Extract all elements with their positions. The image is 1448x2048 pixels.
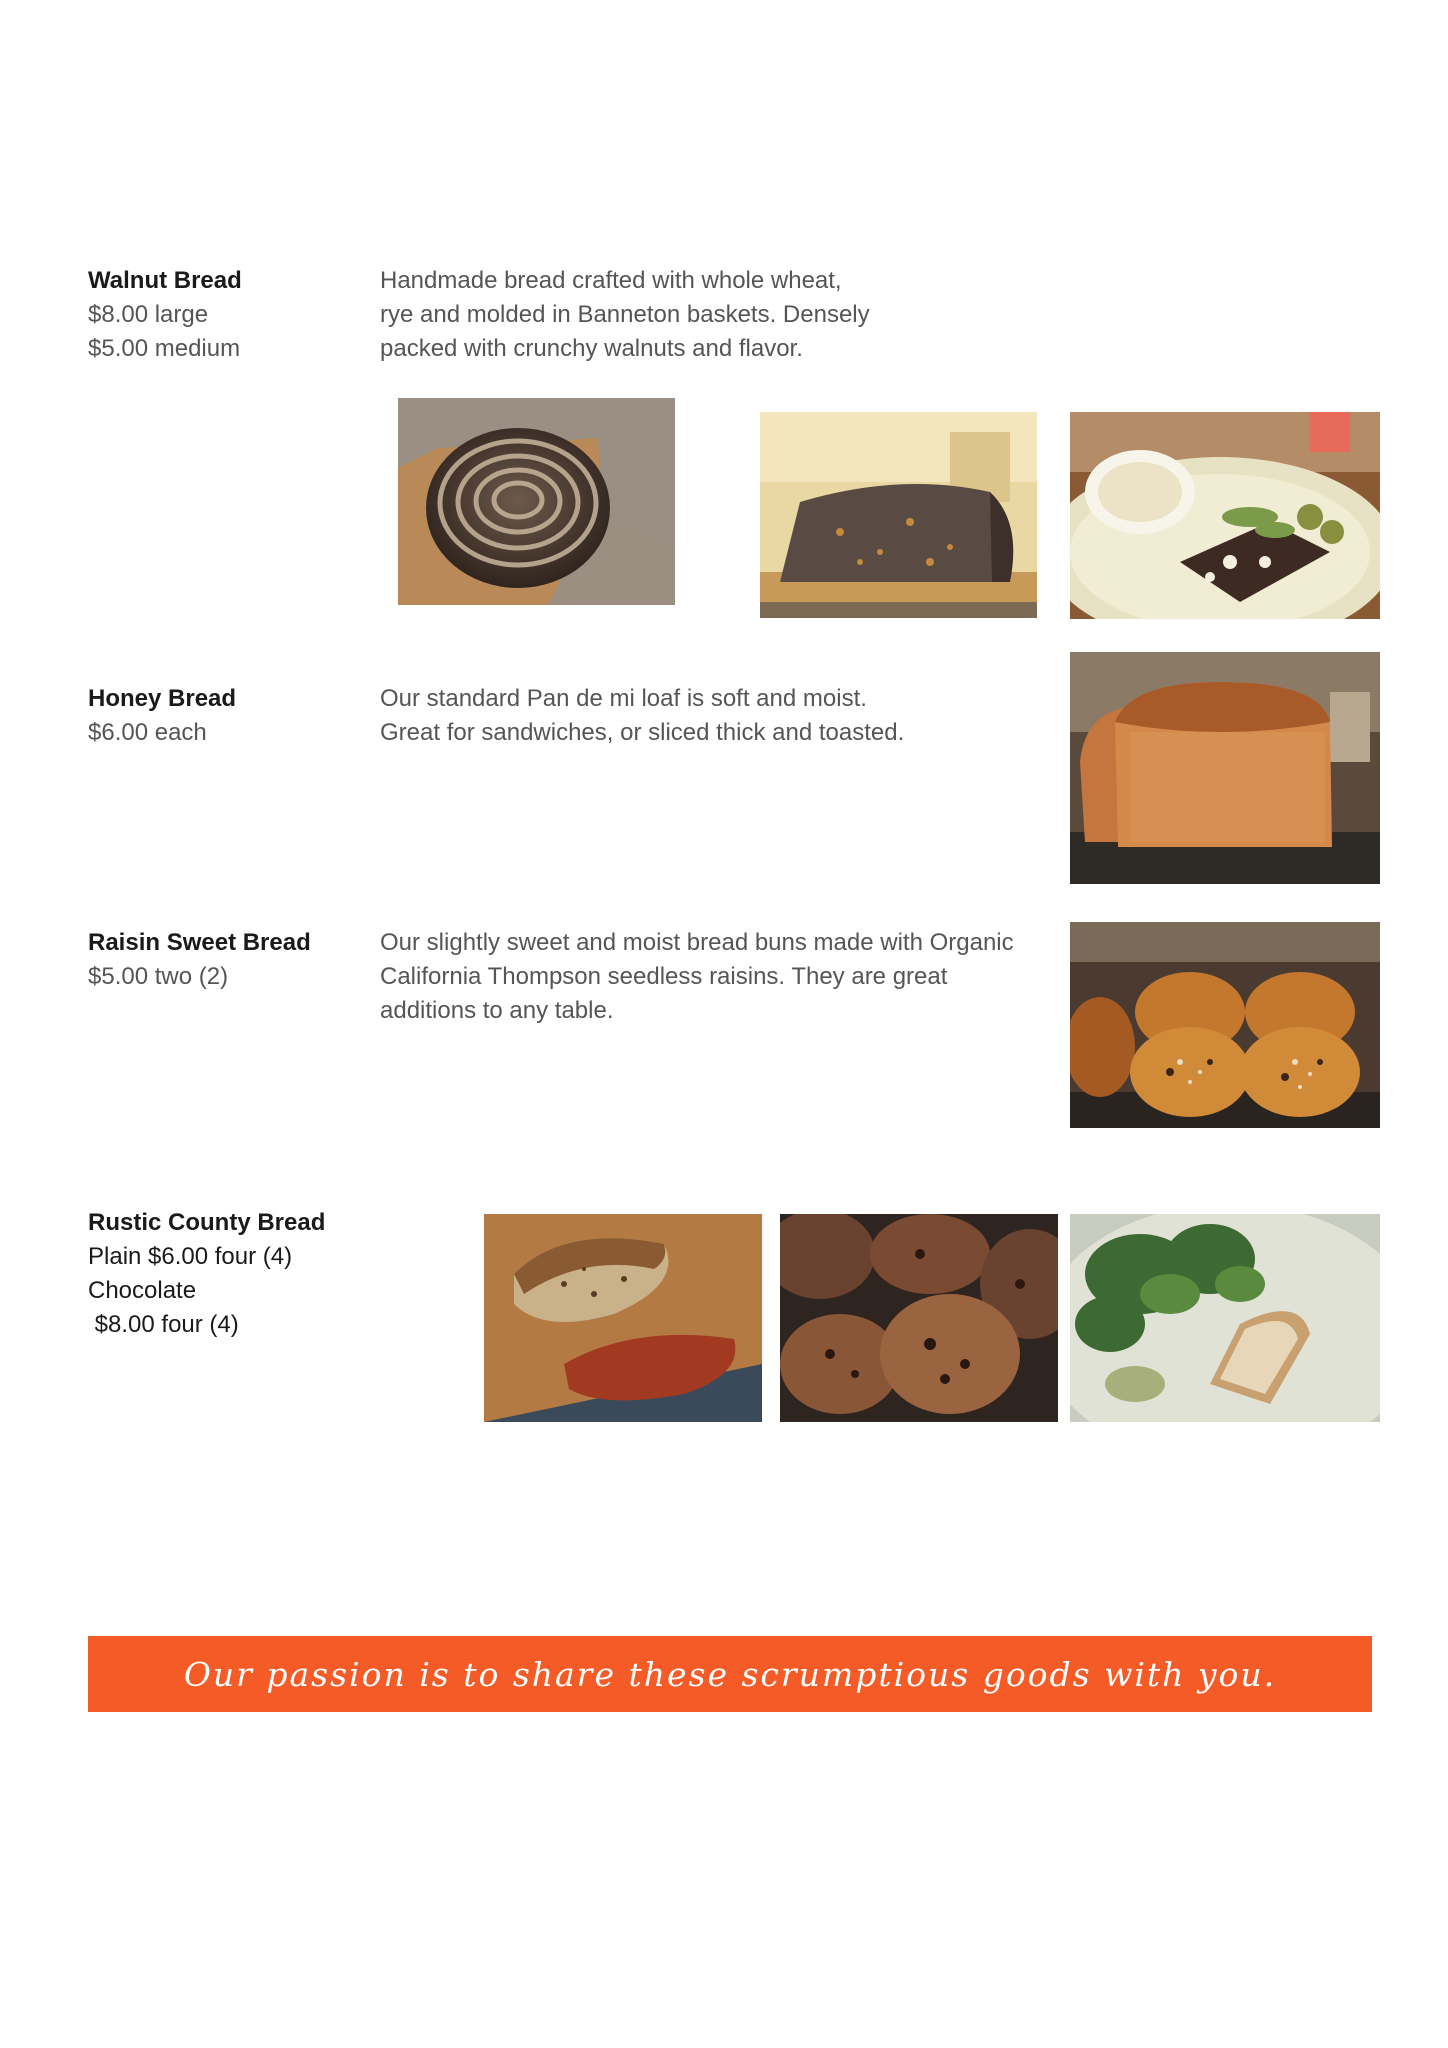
description-line: packed with crunchy walnuts and flavor.: [380, 335, 803, 362]
rustic-bread-halves-photo: [484, 1214, 762, 1422]
item-price: Chocolate: [88, 1277, 197, 1304]
description-line: Our slightly sweet and moist bread buns made with Organic: [380, 929, 1014, 956]
raisin-buns-on-rack-photo: [1070, 922, 1380, 1128]
item-name: Rustic County Bread: [88, 1209, 326, 1236]
banner-text: Our passion is to share these scrumptious goods with you.: [183, 1654, 1277, 1694]
description-line: California Thompson seedless raisins. They are great: [380, 963, 948, 990]
raisin-buns-on-rack-image: [1070, 922, 1380, 1128]
menu-item-honey-bread: [88, 682, 236, 750]
walnut-loaf-on-board-image: [398, 398, 675, 605]
menu-item-rustic-county-bread: [88, 1206, 325, 1342]
description-line: Great for sandwiches, or sliced thick and toasted.: [380, 719, 905, 746]
honey-bread-loaves-image: [1070, 652, 1380, 884]
item-name: Walnut Bread: [88, 267, 242, 294]
item-price: $8.00 large: [88, 301, 209, 328]
description-line: additions to any table.: [380, 997, 614, 1024]
description-line: rye and molded in Banneton baskets. Densely: [380, 301, 870, 328]
description-line: Handmade bread crafted with whole wheat,: [380, 267, 842, 294]
item-description: [380, 264, 870, 366]
rustic-chocolate-rolls-image: [780, 1214, 1058, 1422]
menu-item-walnut-bread: [88, 264, 242, 366]
item-price: $6.00 each: [88, 719, 207, 746]
item-price: Plain $6.00 four (4): [88, 1243, 293, 1270]
walnut-toast-breakfast-plate-image: [1070, 412, 1380, 619]
item-price: $8.00 four (4): [88, 1311, 239, 1338]
item-description: [380, 682, 904, 750]
walnut-loaf-on-board-photo: [398, 398, 675, 605]
honey-bread-loaves-photo: [1070, 652, 1380, 884]
passion-banner: [88, 1636, 1372, 1712]
item-name: Honey Bread: [88, 685, 237, 712]
description-line: Our standard Pan de mi loaf is soft and moist.: [380, 685, 867, 712]
item-name: Raisin Sweet Bread: [88, 929, 311, 956]
walnut-loaf-sliced-photo: [760, 412, 1037, 618]
item-price: $5.00 medium: [88, 335, 241, 362]
item-description: [380, 926, 1014, 1028]
rustic-bread-halves-image: [484, 1214, 762, 1422]
rustic-bread-salad-plate-photo: [1070, 1214, 1380, 1422]
walnut-toast-breakfast-plate-photo: [1070, 412, 1380, 619]
rustic-bread-salad-plate-image: [1070, 1214, 1380, 1422]
menu-item-raisin-sweet-bread: [88, 926, 311, 994]
item-price: $5.00 two (2): [88, 963, 229, 990]
rustic-chocolate-rolls-photo: [780, 1214, 1058, 1422]
walnut-loaf-sliced-image: [760, 412, 1037, 618]
